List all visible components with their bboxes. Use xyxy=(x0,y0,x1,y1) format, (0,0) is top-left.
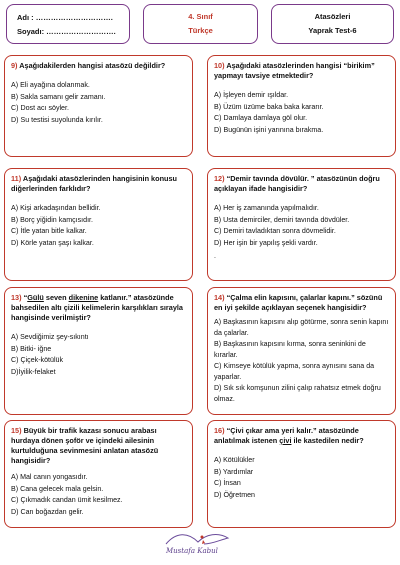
signature-flourish-icon xyxy=(158,530,248,562)
option-d[interactable]: D) Öğretmen xyxy=(214,490,255,499)
option-d[interactable]: D) Su testisi suyolunda kırılır. xyxy=(11,115,103,124)
option-b[interactable]: B) Yardımlar xyxy=(214,467,254,476)
question-card-11 xyxy=(4,168,193,281)
question-card-10 xyxy=(207,55,396,157)
question-text: 13) “Gülü seven dikenine katlanır.” atasözünde bahsedilen altı çizili kelimelerin karşılıkları sırayla hangisinde verilmiştir? xyxy=(11,293,183,322)
subject-label: Türkçe xyxy=(188,26,213,35)
option-b[interactable]: B) Sakla samanı gelir zamanı. xyxy=(11,92,106,101)
question-card-13 xyxy=(4,287,193,415)
question-card-16 xyxy=(207,420,396,528)
option-c[interactable]: C) Demiri tavladıktan sonra dövmelidir. xyxy=(214,227,336,235)
test-info-box xyxy=(271,4,394,44)
option-a[interactable]: A) Mal canın yongasıdır. xyxy=(11,473,88,481)
grade-label: 4. Sınıf xyxy=(188,12,213,21)
option-b[interactable]: B) Usta demirciler, demiri tavında dövdüler. xyxy=(214,215,350,224)
option-c[interactable]: C) Dost acı söyler. xyxy=(11,104,69,112)
option-c[interactable]: C) Damlaya damlaya göl olur. xyxy=(214,114,308,122)
question-text: 15) Büyük bir trafik kazası sonucu arabası hurdaya dönen şoför ve içindeki ailesinin kurtulduğuna sevinmesini anlatan atasözü hangisidir? xyxy=(11,426,159,465)
question-card-15 xyxy=(4,420,193,528)
option-c[interactable]: C) Çiçek-kötülük xyxy=(11,356,64,364)
question-text: 14) “Çalma elin kapısını, çalarlar kapını.” sözünü en iyi şekilde açıklayan seçenek hangisidir? xyxy=(214,293,383,312)
option-b[interactable]: B) Başkasının kapısını kırma, sonra seninkini de kırarlar. xyxy=(214,340,366,359)
underlined-word: çivi xyxy=(279,436,292,445)
option-d[interactable]: D) Can boğazdan gelir. xyxy=(11,507,84,516)
question-text: 16) “Çivi çıkar ama yeri kalır.” atasözünde anlatılmak istenen çivi ile kastedilen nedir? xyxy=(214,426,364,445)
option-b[interactable]: B) Üzüm üzüme baka baka kararır. xyxy=(214,102,324,111)
question-card-14 xyxy=(207,287,396,415)
topic-label: Atasözleri xyxy=(314,12,351,21)
option-c[interactable]: C) Kimseye kötülük yapma, sonra aynısını sana da yaparlar. xyxy=(214,362,375,381)
question-text: 11) Aşağıdaki atasözlerinden hangisinin konusu diğerlerinden farklıdır? xyxy=(11,174,177,193)
stray-dot: . xyxy=(214,253,216,260)
option-a[interactable]: A) Kişi arkadaşından bellidir. xyxy=(11,204,101,212)
student-info-box xyxy=(6,4,130,44)
option-a[interactable]: A) Eli ayağına dolanmak. xyxy=(11,81,90,89)
signature: Mustafa Kabul xyxy=(166,547,218,555)
question-text: 10) Aşağıdaki atasözlerinden hangisi “birikim” yapmayı tavsiye etmektedir? xyxy=(214,61,375,80)
option-a[interactable]: A) İşleyen demir ışıldar. xyxy=(214,91,289,99)
option-a[interactable]: A) Her iş zamanında yapılmalıdır. xyxy=(214,204,319,212)
option-d[interactable]: D) Her işin bir yapılış şekli vardır. xyxy=(214,238,318,247)
name-field[interactable]: Adı : …………………………. xyxy=(17,13,113,22)
question-card-9 xyxy=(4,55,193,157)
question-card-12 xyxy=(207,168,396,281)
surname-field[interactable]: Soyadı: ………………………. xyxy=(17,27,116,36)
option-b[interactable]: B) Bitki- iğne xyxy=(11,344,52,353)
option-d[interactable]: D) Bugünün işini yarınına bırakma. xyxy=(214,125,324,134)
underlined-word: dikenine xyxy=(68,293,99,302)
question-text: 12) “Demir tavında dövülür. ” atasözünün doğru açıklayan ifade hangisidir? xyxy=(214,174,380,193)
option-b[interactable]: B) Cana gelecek mala gelsin. xyxy=(11,484,104,493)
option-c[interactable]: C) İtle yatan bitle kalkar. xyxy=(11,227,87,235)
option-d[interactable]: D)İyilik-felaket xyxy=(11,367,56,376)
option-b[interactable]: B) Borç yiğidin kamçısıdır. xyxy=(11,215,93,224)
test-label: Yaprak Test-6 xyxy=(308,26,357,35)
option-a[interactable]: A) Başkasının kapısını alıp götürme, sonra senin kapını da çalarlar. xyxy=(214,318,389,337)
option-d[interactable]: D) Sık sık komşunun zilini çalıp rahatsız etmek doğru olmaz. xyxy=(214,384,381,403)
option-c[interactable]: C) İnsan xyxy=(214,479,241,487)
option-c[interactable]: C) Çıkmadık candan ümit kesilmez. xyxy=(11,496,123,504)
option-a[interactable]: A) Kötülükler xyxy=(214,456,255,464)
question-text: 9) Aşağıdakilerden hangisi atasözü değildir? xyxy=(11,61,166,70)
underlined-word: Gülü xyxy=(27,293,44,302)
option-d[interactable]: D) Körle yatan şaşı kalkar. xyxy=(11,238,94,247)
course-box xyxy=(143,4,258,44)
option-a[interactable]: A) Sevdiğimiz şey-sıkıntı xyxy=(11,333,89,341)
